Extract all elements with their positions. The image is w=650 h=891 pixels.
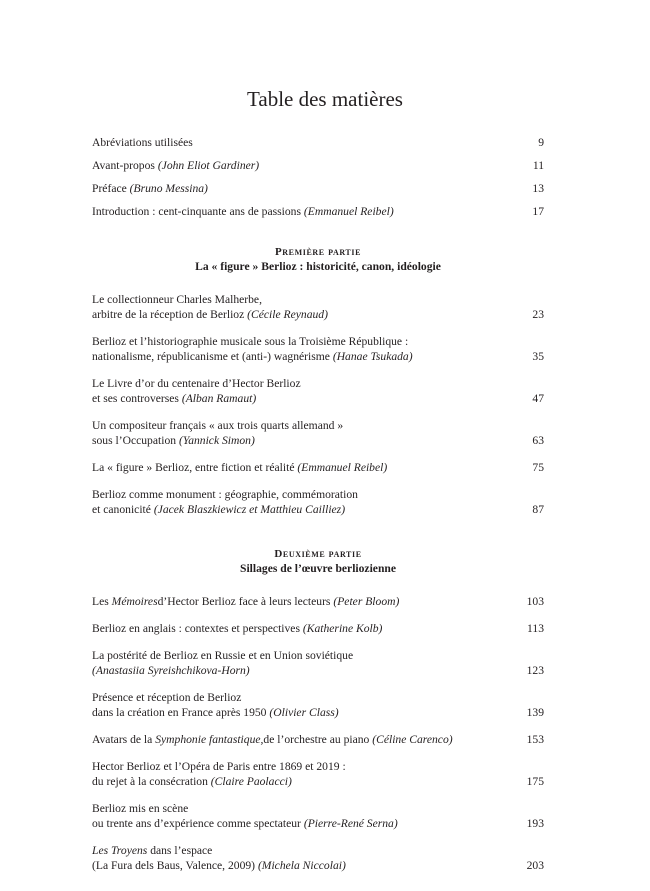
entry-title-line2: (La Fura dels Baus, Valence, 2009)	[92, 859, 256, 872]
page-number: 35	[532, 350, 544, 363]
toc-entry[interactable]	[92, 288, 544, 330]
entry-title-line2: et canonicité	[92, 503, 151, 516]
entry-author: (Alban Ramaut)	[181, 392, 257, 405]
entry-title-line1: Un compositeur français « aux trois quarts allemand »	[92, 419, 344, 432]
page-number: 11	[532, 159, 544, 172]
toc-entry[interactable]	[92, 686, 544, 728]
page-number: 63	[532, 434, 544, 447]
entry-title-line1: Le collectionneur Charles Malherbe,	[92, 293, 262, 306]
entry-title-line1: Hector Berlioz et l’Opéra de Paris entre 1869 et 2019 :	[92, 760, 346, 773]
entry-title: La « figure » Berlioz, entre fiction et réalité	[92, 461, 295, 474]
page-number: 47	[532, 392, 544, 405]
entry-author: (Bruno Messina)	[129, 182, 208, 195]
entry-title-post: d’Hector Berlioz face à leurs lecteurs	[157, 595, 331, 608]
entry-title-line1: Berlioz mis en scène	[92, 802, 189, 815]
entry-author: (Michela Niccolai)	[257, 859, 346, 872]
toc-entry[interactable]	[92, 372, 544, 414]
entry-title: Abréviations utilisées	[92, 136, 193, 149]
entry-author: (Hanae Tsukada)	[332, 350, 413, 363]
toc-entry-preface[interactable]	[92, 177, 544, 200]
entry-title-pre: Avatars de la	[92, 733, 153, 746]
entry-title-line2: ou trente ans d’expérience comme spectateur	[92, 817, 301, 830]
toc-entry[interactable]	[92, 839, 544, 881]
entry-title-line2: sous l’Occupation	[92, 434, 177, 447]
entry-author: (Anastasiia Syreishchikova-Horn)	[92, 664, 250, 677]
entry-title-line1: La postérité de Berlioz en Russie et en Union soviétique	[92, 649, 354, 662]
entry-title-post: de l’orchestre au piano	[263, 733, 370, 746]
entry-title: Introduction : cent-cinquante ans de passions	[92, 205, 301, 218]
entry-title-line2: dans la création en France après 1950	[92, 706, 267, 719]
entry-title-line1: Berlioz et l’historiographie musicale sous la Troisième République :	[92, 335, 409, 348]
part-heading	[92, 547, 544, 576]
page-title: Table des matières	[247, 87, 403, 111]
toc-entry[interactable]	[92, 644, 544, 686]
toc-entry[interactable]	[92, 483, 544, 525]
page-number: 113	[527, 622, 544, 635]
entry-author: (Claire Paolacci)	[210, 775, 292, 788]
entry-title-pre: Les	[92, 595, 109, 608]
page-number: 203	[526, 859, 544, 872]
toc-entry[interactable]	[92, 617, 544, 644]
page-number: 175	[526, 775, 544, 788]
toc-entry-abbreviations[interactable]	[92, 131, 544, 154]
entry-title-line2: du rejet à la consécration	[92, 775, 208, 788]
entry-author: (Katherine Kolb)	[302, 622, 383, 635]
toc-entry-foreword[interactable]	[92, 154, 544, 177]
page-number: 75	[532, 461, 544, 474]
table-of-contents	[92, 131, 544, 881]
toc-entry[interactable]	[92, 456, 544, 483]
entry-title-line1	[92, 843, 544, 858]
entry-title-italic: Les Troyens	[92, 844, 148, 857]
entry-title-post: dans l’espace	[147, 844, 213, 857]
entry-author: (Emmanuel Reibel)	[297, 461, 388, 474]
toc-entry[interactable]	[92, 590, 544, 617]
page-number: 17	[532, 205, 544, 218]
entry-author: (Cécile Reynaud)	[247, 308, 328, 321]
entry-title: Préface	[92, 182, 127, 195]
toc-entry[interactable]	[92, 797, 544, 839]
entry-title-line2: arbitre de la réception de Berlioz	[92, 308, 245, 321]
entry-author: (Peter Bloom)	[333, 595, 400, 608]
page-number: 9	[538, 136, 544, 149]
entry-title-line2: et ses controverses	[92, 392, 179, 405]
page-number: 123	[526, 664, 544, 677]
entry-author: (John Eliot Gardiner)	[157, 159, 260, 172]
part-title: Sillages de l’œuvre berliozienne	[240, 562, 396, 575]
entry-title-line1: Berlioz comme monument : géographie, commémoration	[92, 488, 358, 501]
page-number: 139	[526, 706, 544, 719]
toc-entry[interactable]	[92, 330, 544, 372]
entry-author: (Emmanuel Reibel)	[303, 205, 394, 218]
entry-title-line1: Présence et réception de Berlioz	[92, 691, 242, 704]
toc-entry[interactable]	[92, 728, 544, 755]
page-number: 193	[526, 817, 544, 830]
entry-author: (Yannick Simon)	[178, 434, 255, 447]
entry-title-line1: Le Livre d’or du centenaire d’Hector Berlioz	[92, 377, 301, 390]
page-number: 103	[526, 595, 544, 608]
entry-author: (Jacek Blaszkiewicz et Matthieu Cailliez)	[153, 503, 346, 516]
part-title: La « figure » Berlioz : historicité, canon, idéologie	[195, 260, 441, 273]
entry-title-line2: nationalisme, républicanisme et (anti-) wagnérisme	[92, 350, 330, 363]
part-label: Première partie	[274, 246, 362, 258]
toc-entry-introduction[interactable]	[92, 200, 544, 223]
page-number: 13	[532, 182, 544, 195]
entry-title: Avant-propos	[92, 159, 155, 172]
entry-title-italic: Symphonie fantastique,	[155, 733, 264, 746]
part-heading	[92, 245, 544, 274]
entry-title: Berlioz en anglais : contextes et perspectives	[92, 622, 300, 635]
entry-author: (Pierre-René Serna)	[303, 817, 398, 830]
toc-entry[interactable]	[92, 414, 544, 456]
entry-title-italic: Mémoires	[111, 595, 158, 608]
entry-author: (Olivier Class)	[269, 706, 339, 719]
page-number: 23	[532, 308, 544, 321]
entry-author: (Céline Carenco)	[372, 733, 453, 746]
part-label: Deuxième partie	[274, 548, 362, 560]
page-number: 87	[532, 503, 544, 516]
page-number: 153	[526, 733, 544, 746]
toc-entry[interactable]	[92, 755, 544, 797]
